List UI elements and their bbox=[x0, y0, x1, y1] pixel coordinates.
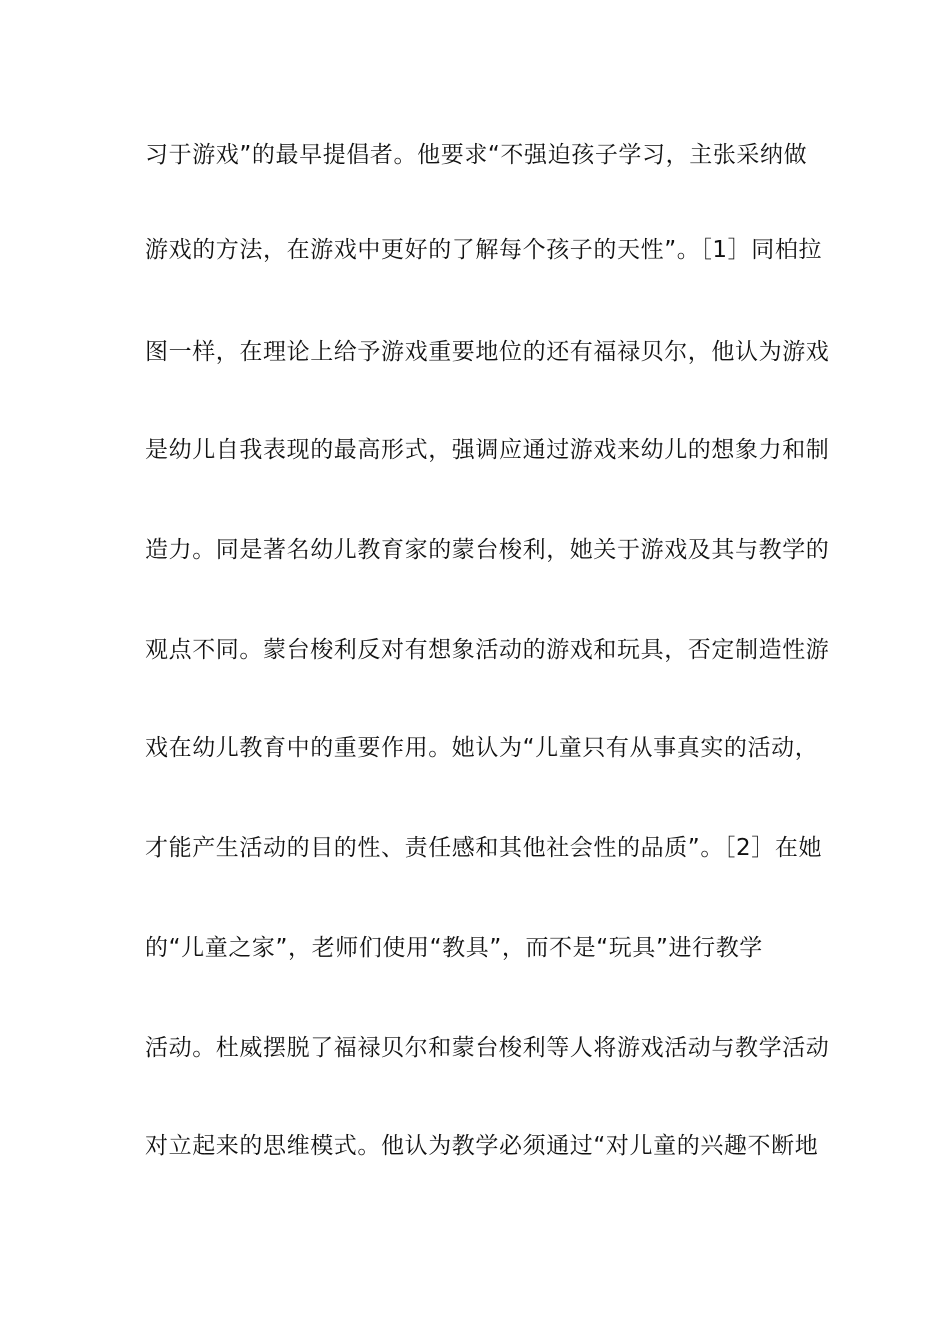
paragraph-line-1: 习于游戏”的最早提倡者。他要求“不强迫孩子学习，主张采纳做 bbox=[145, 142, 808, 168]
paragraph-line-8: 才能产生活动的目的性、责任感和其他社会性的品质”。［2］在她 bbox=[145, 835, 823, 861]
paragraph-line-4: 是幼儿自我表现的最高形式，强调应通过游戏来幼儿的想象力和制 bbox=[145, 437, 830, 463]
paragraph-line-2: 游戏的方法，在游戏中更好的了解每个孩子的天性”。［1］同柏拉 bbox=[145, 237, 823, 263]
paragraph-line-5: 造力。同是著名幼儿教育家的蒙台梭利，她关于游戏及其与教学的 bbox=[145, 537, 830, 563]
paragraph-line-11: 对立起来的思维模式。他认为教学必须通过“对儿童的兴趣不断地 bbox=[145, 1133, 819, 1159]
paragraph-line-7: 戏在幼儿教育中的重要作用。她认为“儿童只有从事真实的活动， bbox=[145, 735, 819, 761]
paragraph-line-9: 的“儿童之家”，老师们使用“教具”，而不是“玩具”进行教学 bbox=[145, 935, 763, 961]
paragraph-line-6: 观点不同。蒙台梭利反对有想象活动的游戏和玩具，否定制造性游 bbox=[145, 637, 830, 663]
paragraph-line-10: 活动。杜威摆脱了福禄贝尔和蒙台梭利等人将游戏活动与教学活动 bbox=[145, 1035, 830, 1061]
paragraph-line-3: 图一样，在理论上给予游戏重要地位的还有福禄贝尔，他认为游戏 bbox=[145, 339, 830, 365]
